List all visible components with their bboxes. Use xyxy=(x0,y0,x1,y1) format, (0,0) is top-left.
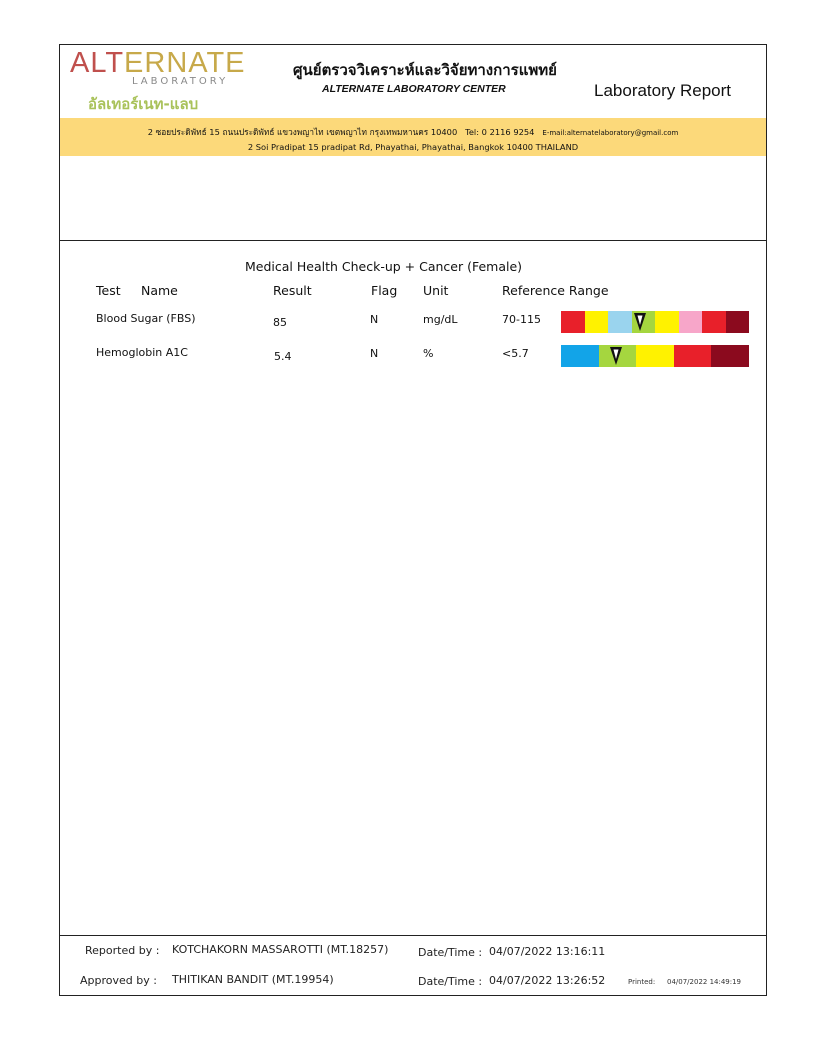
test-unit: mg/dL xyxy=(423,313,458,326)
approved-by-label: Approved by : xyxy=(80,974,157,987)
range-segment xyxy=(711,345,749,367)
range-segment xyxy=(561,345,599,367)
col-unit: Unit xyxy=(423,283,449,298)
email: E-mail:alternatelaboratory@gmail.com xyxy=(542,129,679,137)
range-segment xyxy=(655,311,679,333)
test-name: Hemoglobin A1C xyxy=(96,346,188,359)
range-scale xyxy=(561,311,749,333)
printed-label: Printed: xyxy=(628,978,656,986)
header-divider xyxy=(59,240,767,241)
result-marker-icon xyxy=(632,311,648,333)
report-title: Laboratory Report xyxy=(594,81,732,100)
test-reference: <5.7 xyxy=(502,347,529,360)
test-result: 85 xyxy=(273,316,287,329)
printed-datetime: 04/07/2022 14:49:19 xyxy=(667,978,742,986)
range-segment xyxy=(679,311,703,333)
range-segment xyxy=(702,311,726,333)
phone: Tel: 0 2116 9254 xyxy=(465,127,535,137)
reported-datetime-label: Date/Time : xyxy=(418,946,483,959)
test-unit: % xyxy=(423,347,434,360)
test-flag: N xyxy=(370,347,379,360)
range-segment xyxy=(561,311,585,333)
profile-title: Medical Health Check-up + Cancer (Female) xyxy=(245,259,523,274)
col-flag: Flag xyxy=(371,283,398,298)
range-segment xyxy=(585,311,609,333)
footer-divider xyxy=(59,935,767,936)
reported-datetime: 04/07/2022 13:16:11 xyxy=(489,945,606,958)
range-segment xyxy=(608,311,632,333)
lab-logo: ALTERNATE xyxy=(70,47,246,79)
col-name: Name xyxy=(141,283,178,298)
range-scale xyxy=(561,345,749,367)
range-segment xyxy=(636,345,674,367)
center-title-en: ALTERNATE LABORATORY CENTER xyxy=(322,83,506,95)
reported-by-name: KOTCHAKORN MASSAROTTI (MT.18257) xyxy=(172,943,389,956)
report-frame xyxy=(59,44,767,996)
range-segment xyxy=(726,311,750,333)
col-result: Result xyxy=(273,283,312,298)
test-flag: N xyxy=(370,313,379,326)
range-segment xyxy=(674,345,712,367)
center-title-thai: ศูนย์ตรวจวิเคราะห์และวิจัยทางการแพทย์ xyxy=(293,61,557,79)
test-reference: 70-115 xyxy=(502,313,541,326)
address-band xyxy=(60,118,766,156)
result-marker-icon xyxy=(608,345,624,367)
reported-by-label: Reported by : xyxy=(85,944,160,957)
approved-datetime-label: Date/Time : xyxy=(418,975,483,988)
test-name: Blood Sugar (FBS) xyxy=(96,312,196,325)
test-result: 5.4 xyxy=(274,350,292,363)
address-en-line: 2 Soi Pradipat 15 pradipat Rd, Phayathai, Phayathai, Bangkok 10400 THAILAND xyxy=(247,142,579,152)
col-test: Test xyxy=(96,283,121,298)
lab-logo-thai: อัลเทอร์เนท-แลบ xyxy=(88,95,199,113)
col-reference: Reference Range xyxy=(502,283,609,298)
lab-logo-subtitle: LABORATORY xyxy=(132,76,229,87)
address-thai-line: 2 ซอยประดิพัทธ์ 15 ถนนประดิพัทธ์ แขวงพญาไท เขตพญาไท กรุงเทพมหานคร 10400 Tel: 0 2116 9254 E-mail:alternatelaboratory@gmail.com xyxy=(147,127,679,137)
approved-datetime: 04/07/2022 13:26:52 xyxy=(489,974,606,987)
approved-by-name: THITIKAN BANDIT (MT.19954) xyxy=(172,973,334,986)
